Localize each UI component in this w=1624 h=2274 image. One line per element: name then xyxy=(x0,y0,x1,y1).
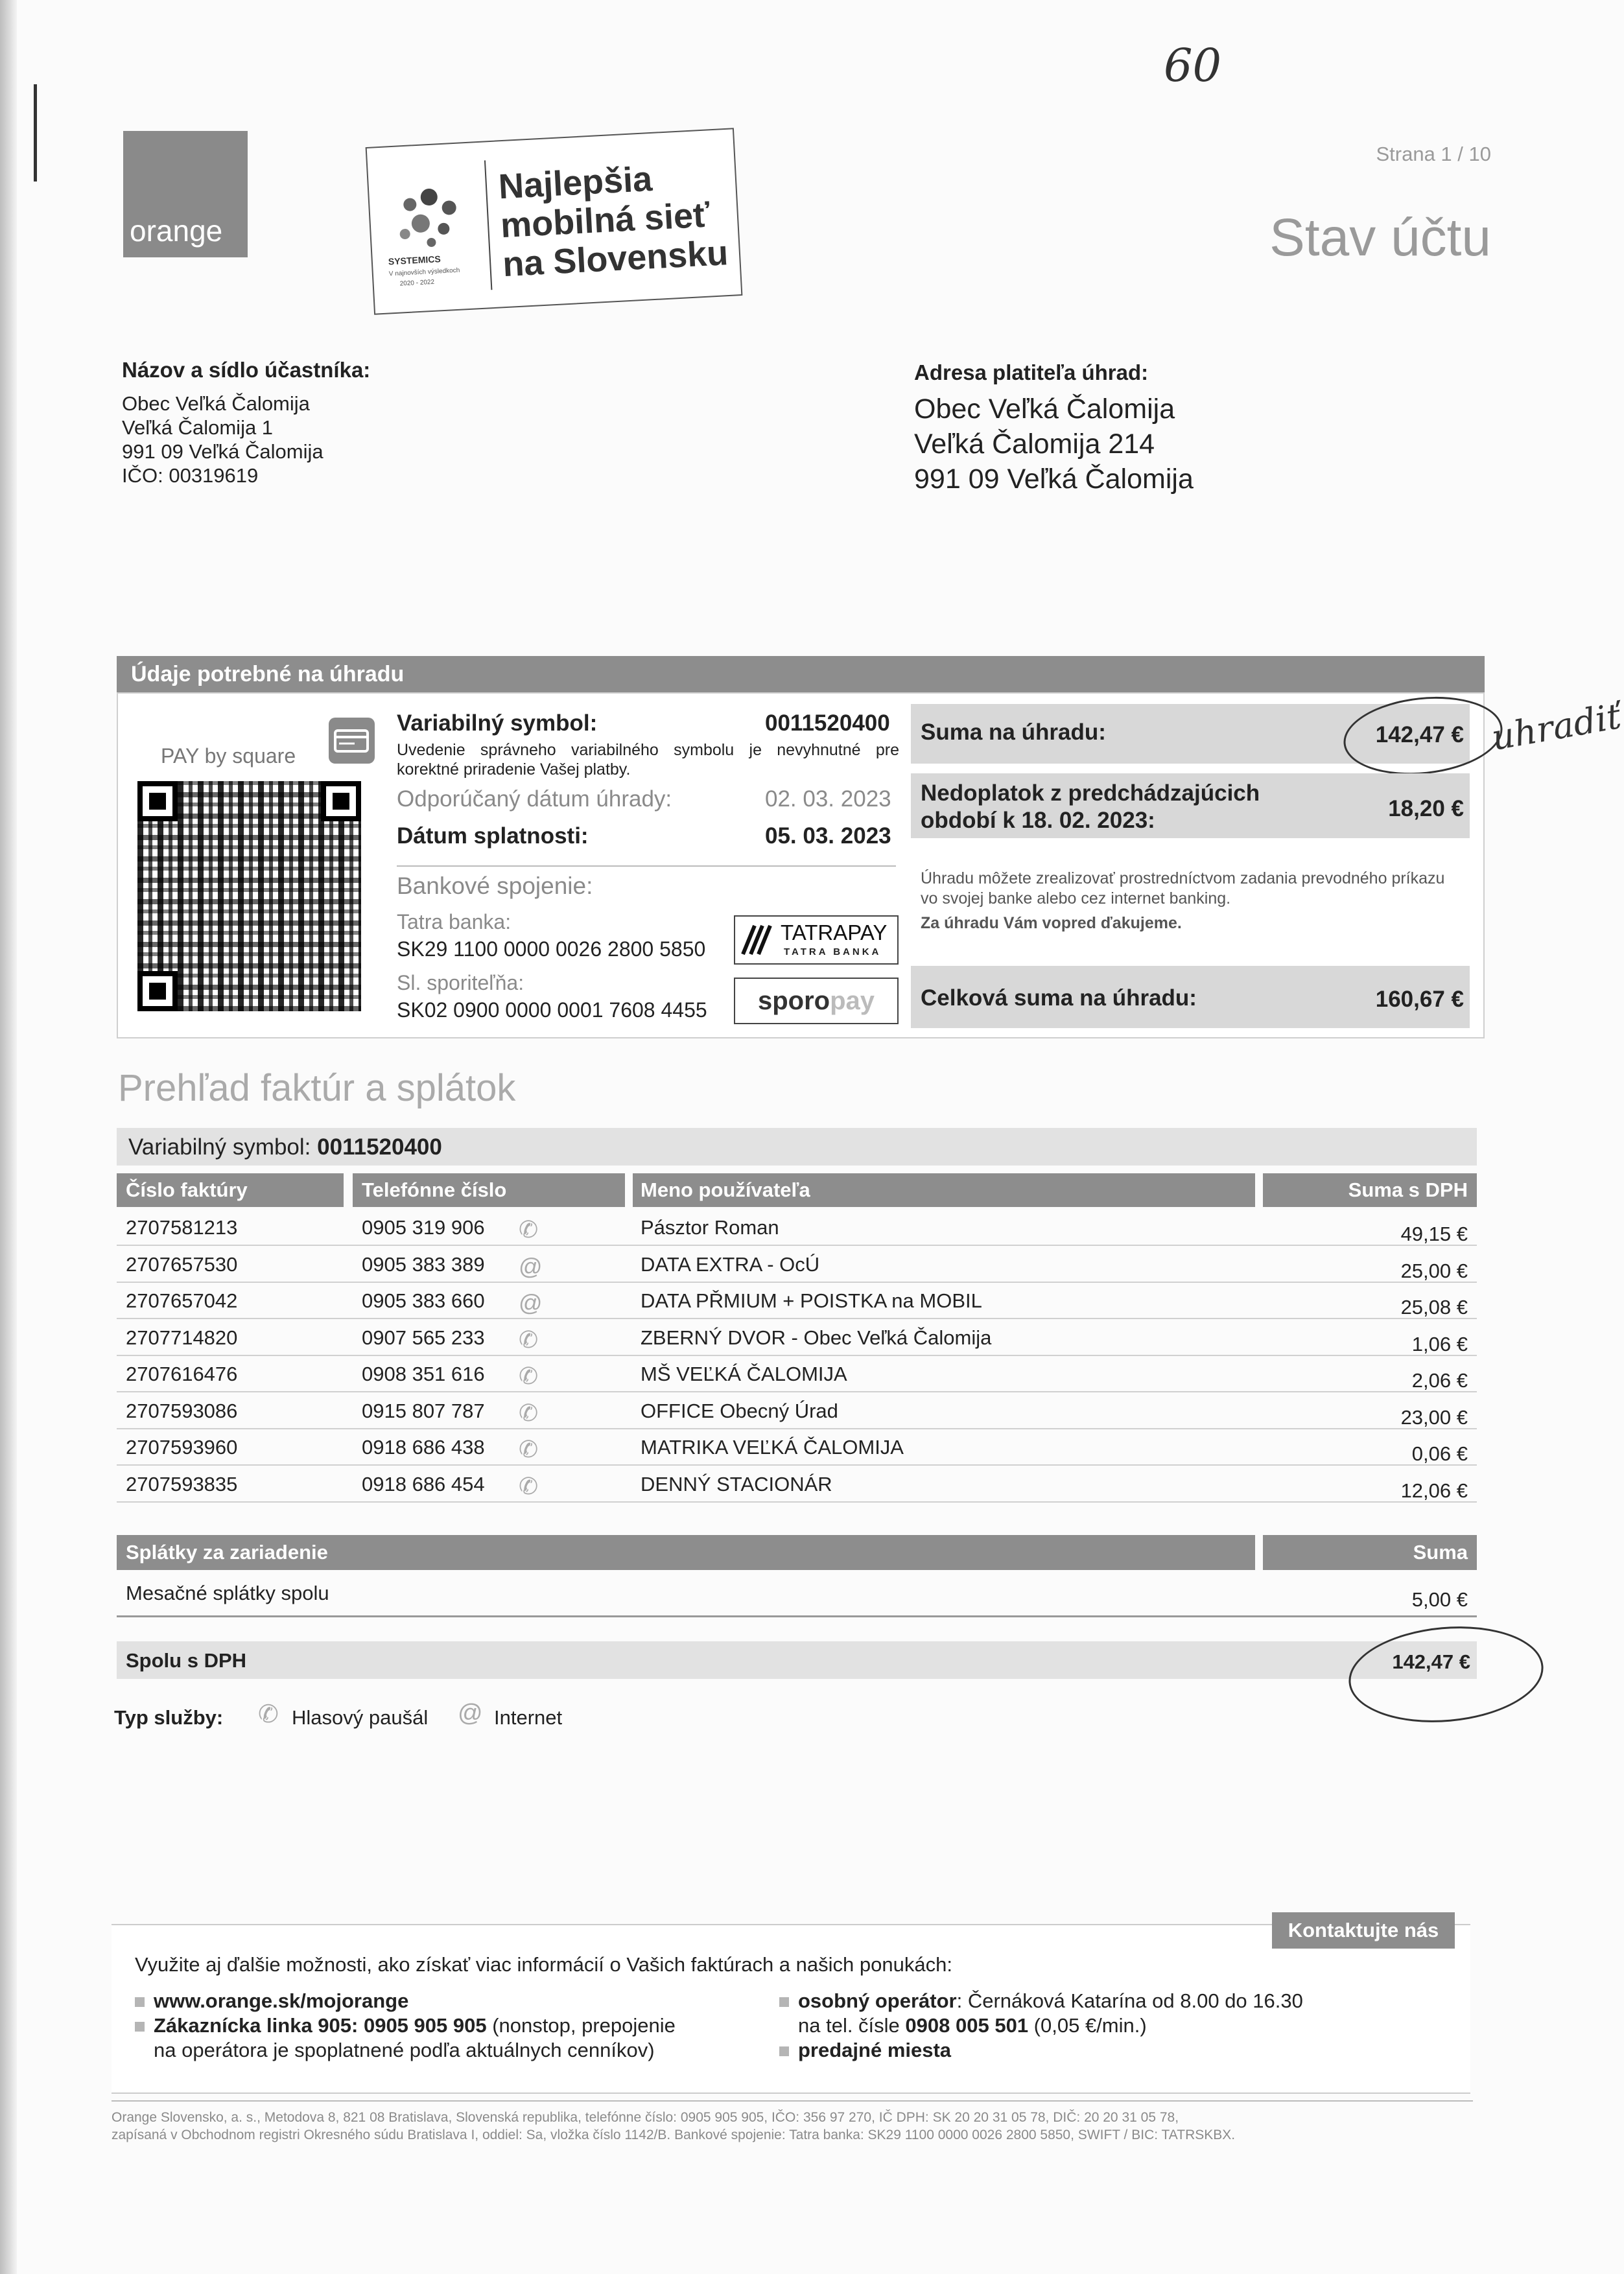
sporopay-label-a: sporo xyxy=(757,987,830,1015)
orange-logo xyxy=(123,131,248,257)
bank1-iban: SK29 1100 0000 0026 2800 5850 xyxy=(397,937,706,961)
phone-number: 0905 383 660 xyxy=(362,1289,485,1312)
installments-header: Splátky za zariadenie xyxy=(117,1535,1255,1570)
vs-note: Uvedenie správneho variabilného symbolu je nevyhnutné pre korektné priradenie Vašej platby. xyxy=(397,741,899,779)
column-header-phone: Telefónne číslo xyxy=(353,1173,625,1207)
qr-finder xyxy=(137,971,178,1011)
invoice-number: 2707593960 xyxy=(126,1436,238,1459)
internet-icon: @ xyxy=(458,1700,483,1727)
badge-text: Najlepšia mobilná sieť na Slovensku xyxy=(497,159,729,285)
invoice-number: 2707593086 xyxy=(126,1399,238,1422)
contact-intro: Využite aj ďalšie možnosti, ako získať viac informácií o Vašich faktúrach a našich ponukách: xyxy=(135,1953,952,1976)
voice-icon: ✆ xyxy=(519,1472,539,1499)
total-with-vat-label: Spolu s DPH xyxy=(126,1649,247,1672)
handwritten-note: uhradiť xyxy=(1489,696,1624,758)
mojorange-link[interactable]: www.orange.sk/mojorange xyxy=(154,1989,409,2012)
vs-label: Variabilný symbol: xyxy=(397,710,598,736)
participant-block xyxy=(122,358,370,487)
invoice-number: 2707657042 xyxy=(126,1289,238,1312)
payment-info: Úhradu môžete zrealizovať prostredníctvom zadania prevodného príkazu vo svojej banke alebo cez internet banking. xyxy=(921,869,1445,908)
voice-icon: ✆ xyxy=(519,1363,539,1389)
payer-street: Veľká Čalomija 214 xyxy=(914,428,1155,460)
badge-small-2: V najnovších výsledkoch xyxy=(388,266,460,278)
installments-row xyxy=(117,1574,1477,1617)
amount-with-vat: 25,00 € xyxy=(1400,1259,1468,1282)
scan-edge xyxy=(0,0,17,2274)
sum-label: Suma na úhradu: xyxy=(921,720,1106,745)
phone-number: 0915 807 787 xyxy=(362,1399,485,1422)
recommended-date-label: Odporúčaný dátum úhrady: xyxy=(397,786,672,812)
phone-number: 0907 565 233 xyxy=(362,1326,485,1349)
badge-small-1: SYSTEMICS xyxy=(388,253,441,267)
recommended-date-value: 02. 03. 2023 xyxy=(765,786,891,812)
payment-section-header: Údaje potrebné na úhradu xyxy=(117,656,1485,692)
invoice-number: 2707714820 xyxy=(126,1326,238,1349)
phone-number: 0918 686 438 xyxy=(362,1436,485,1459)
amount-with-vat: 0,06 € xyxy=(1411,1442,1468,1465)
contact-us-button[interactable]: Kontaktujte nás xyxy=(1272,1912,1455,1949)
user-name: DATA PŘMIUM + POISTKA na MOBIL xyxy=(641,1289,982,1312)
due-date-value: 05. 03. 2023 xyxy=(765,823,891,849)
contact-left: www.orange.sk/mojorange Zákaznícka linka 905: 0905 905 905 (nonstop, prepojenie na operátora je spoplatnené podľa aktuálnych cenníkov) xyxy=(135,1989,676,2063)
due-date-label: Dátum splatnosti: xyxy=(397,823,589,849)
phone-number: 0918 686 454 xyxy=(362,1472,485,1495)
sporopay-label-b: pay xyxy=(830,987,875,1015)
user-name: Pásztor Roman xyxy=(641,1216,779,1239)
invoice-number: 2707657530 xyxy=(126,1252,238,1276)
contact-right: osobný operátor: Černáková Katarína od 8.00 do 16.30 na tel. čísle 0908 005 501 (0,05 €/min.) predajné miesta xyxy=(779,1989,1303,2063)
voice-icon: ✆ xyxy=(519,1216,539,1243)
award-badge xyxy=(366,128,743,314)
tatrapay-sub: TATRA BANKA xyxy=(784,946,882,957)
legal-line-1: Orange Slovensko, a. s., Metodova 8, 821 08 Bratislava, Slovenská republika, telefónne číslo: 0905 905 905, IČO: 356 97 270, IČ DPH: SK 20 20 31 05 78, DIČ: 20 20 31 05 78, xyxy=(112,2110,1179,2125)
internet-icon: @ xyxy=(519,1289,543,1316)
page-indicator: Strana 1 / 10 xyxy=(1376,143,1491,165)
phone-number: 0905 319 906 xyxy=(362,1216,485,1239)
voice-icon: ✆ xyxy=(519,1326,539,1353)
document-title: Stav účtu xyxy=(1269,208,1491,267)
phone-number: 0908 351 616 xyxy=(362,1363,485,1385)
qr-finder xyxy=(137,781,178,821)
payer-label: Adresa platiteľa úhrad: xyxy=(914,360,1149,384)
tatrapay-slash-icon xyxy=(740,924,773,955)
participant-city: 991 09 Veľká Čalomija xyxy=(122,440,324,463)
amount-with-vat: 2,06 € xyxy=(1411,1369,1468,1392)
tatrapay-button[interactable] xyxy=(734,915,899,965)
overview-title: Prehľad faktúr a splátok xyxy=(118,1067,516,1109)
overview-vs: Variabilný symbol: 0011520400 xyxy=(128,1134,442,1160)
wallet-icon xyxy=(327,716,376,765)
orange-logo-text: orange xyxy=(130,214,223,248)
divider xyxy=(397,865,896,867)
bank1-name: Tatra banka: xyxy=(397,910,512,933)
participant-label: Názov a sídlo účastníka: xyxy=(122,358,371,382)
handwritten-page-number: 60 xyxy=(1164,39,1222,92)
vs-value: 0011520400 xyxy=(765,710,890,736)
voice-label: Hlasový paušál xyxy=(292,1706,429,1729)
internet-icon: @ xyxy=(519,1252,543,1280)
voice-icon: ✆ xyxy=(519,1436,539,1462)
payer-city: 991 09 Veľká Čalomija xyxy=(914,463,1194,495)
handwritten-circle xyxy=(1345,1619,1548,1730)
total-with-vat-row xyxy=(117,1641,1477,1679)
user-name: ZBERNÝ DVOR - Obec Veľká Čalomija xyxy=(641,1326,992,1349)
invoice-number: 2707581213 xyxy=(126,1216,238,1239)
badge-small-3: 2020 - 2022 xyxy=(399,278,435,288)
pay-by-square-label: PAY by square xyxy=(161,744,296,768)
amount-with-vat: 25,08 € xyxy=(1400,1296,1468,1319)
total-value: 160,67 € xyxy=(1375,987,1464,1012)
voice-icon: ✆ xyxy=(519,1399,539,1426)
payer-block xyxy=(914,360,1194,497)
divider xyxy=(112,2100,1473,2102)
sum-value: 142,47 € xyxy=(1375,722,1464,747)
amount-with-vat: 23,00 € xyxy=(1400,1405,1468,1429)
table-row xyxy=(117,1355,1477,1392)
table-row xyxy=(117,1282,1477,1319)
table-row xyxy=(117,1319,1477,1356)
stores-link[interactable]: predajné miesta xyxy=(798,2039,952,2061)
scan-mark xyxy=(34,84,37,182)
arrears-label: Nedoplatok z predchádzajúcich období k 18. 02. 2023: xyxy=(921,780,1260,833)
user-name: MATRIKA VEĽKÁ ČALOMIJA xyxy=(641,1436,904,1459)
table-row xyxy=(117,1245,1477,1283)
legal-line-2: zapísaná v Obchodnom registri Okresného súdu Bratislava I, oddiel: Sa, vložka číslo 1142/B. Bankové spojenie: Tatra banka: SK29 1100 0000 0026 2800 5850, SWIFT / BIC: TATRSKBX. xyxy=(112,2127,1236,2142)
user-name: MŠ VEĽKÁ ČALOMIJA xyxy=(641,1363,847,1385)
table-row xyxy=(117,1392,1477,1429)
column-header-user: Meno používateľa xyxy=(633,1173,1255,1207)
monthly-label: Mesačné splátky spolu xyxy=(126,1582,329,1604)
amount-with-vat: 12,06 € xyxy=(1400,1479,1468,1502)
amount-with-vat: 49,15 € xyxy=(1400,1223,1468,1245)
table-row xyxy=(117,1428,1477,1466)
column-header-amount: Suma s DPH xyxy=(1263,1173,1477,1207)
bank2-name: Sl. sporiteľňa: xyxy=(397,971,524,994)
payment-thanks: Za úhradu Vám vopred ďakujeme. xyxy=(921,914,1182,932)
participant-ico: IČO: 00319619 xyxy=(122,464,259,487)
participant-street: Veľká Čalomija 1 xyxy=(122,416,274,439)
qr-finder xyxy=(321,781,361,821)
internet-label: Internet xyxy=(494,1706,563,1729)
monthly-value: 5,00 € xyxy=(1411,1588,1468,1611)
bank-label: Bankové spojenie: xyxy=(397,873,593,899)
participant-name: Obec Veľká Čalomija xyxy=(122,392,310,415)
installments-column: Suma xyxy=(1263,1535,1477,1570)
table-row xyxy=(117,1208,1477,1246)
arrears-value: 18,20 € xyxy=(1388,796,1464,821)
sporopay-button[interactable] xyxy=(734,978,899,1024)
column-header-invoice: Číslo faktúry xyxy=(117,1173,344,1207)
service-type-label: Typ služby: xyxy=(114,1706,224,1729)
table-row xyxy=(117,1465,1477,1503)
payer-name: Obec Veľká Čalomija xyxy=(914,393,1175,425)
total-label: Celková suma na úhradu: xyxy=(921,985,1197,1011)
invoice-number: 2707616476 xyxy=(126,1363,238,1385)
phone-number: 0905 383 389 xyxy=(362,1252,485,1276)
voice-icon: ✆ xyxy=(258,1701,279,1728)
amount-with-vat: 1,06 € xyxy=(1411,1332,1468,1355)
user-name: OFFICE Obecný Úrad xyxy=(641,1399,838,1422)
tatrapay-label: TATRAPAY xyxy=(781,920,888,944)
bank2-iban: SK02 0900 0000 0001 7608 4455 xyxy=(397,998,707,1022)
user-name: DATA EXTRA - OcÚ xyxy=(641,1252,820,1276)
user-name: DENNÝ STACIONÁR xyxy=(641,1472,832,1495)
total-with-vat-value: 142,47 € xyxy=(1392,1650,1470,1673)
invoice-number: 2707593835 xyxy=(126,1472,238,1495)
